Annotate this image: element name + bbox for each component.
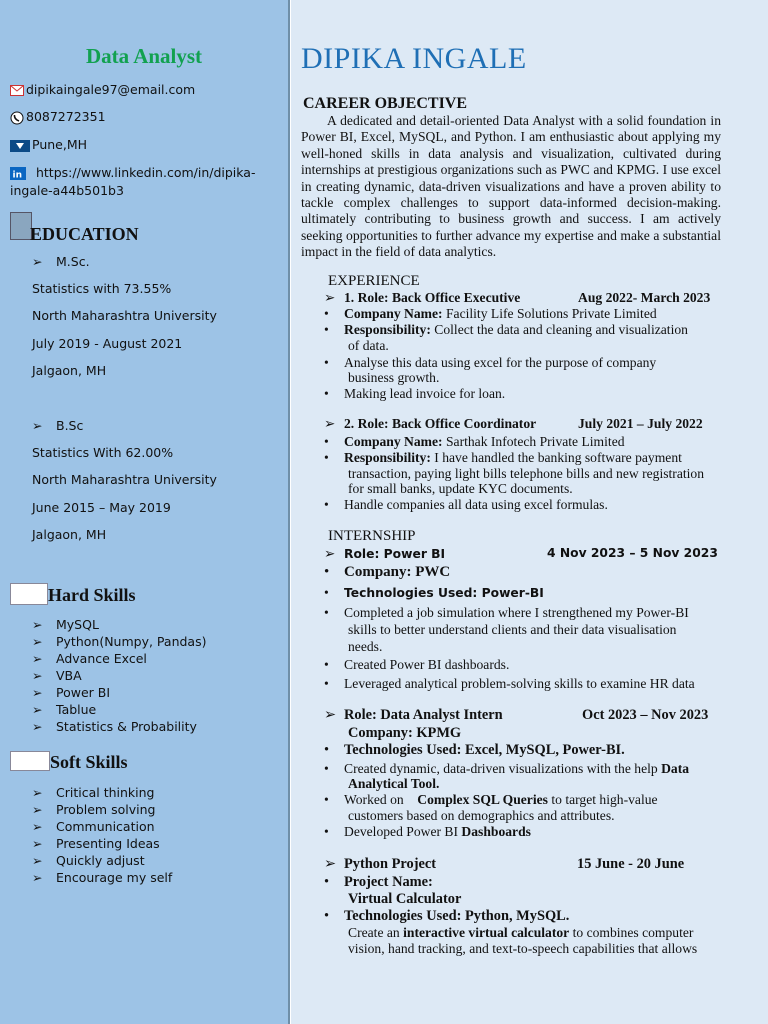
list-item: ➢ Advance Excel [32,651,147,666]
phone-text: 8087272351 [26,109,106,124]
exp2-company: • Company Name: Sarthak Infotech Private Limited [324,434,625,449]
int1-bullet-1-cont: skills to better understand clients and their data visualisation [348,622,677,637]
soft-skills-heading: Soft Skills [50,752,128,772]
linkedin-row[interactable] [10,165,255,180]
location-icon [10,140,30,152]
mail-icon [10,85,24,96]
education-detail-2: Statistics With 62.00% [32,445,174,460]
education-heading: EDUCATION [30,224,139,244]
phone-row [10,109,106,125]
sidebar [0,0,290,1024]
exp1-bullet-4: • Making lead invoice for loan. [324,386,506,401]
list-item: ➢ Problem solving [32,802,156,817]
linkedin-icon [10,167,26,180]
list-item: ➢ MySQL [32,617,99,632]
list-item: ➢ Tablue [32,702,97,717]
education-university-2: North Maharashtra University [32,472,217,487]
int2-bullet-1: • Created dynamic, data-driven visualizations with the help Data [324,761,690,776]
exp1-resp-cont: of data. [348,338,389,353]
exp1-company: • Company Name: Facility Life Solutions Private Limited [324,306,657,321]
objective-text: A dedicated and detail-oriented Data Analyst with a solid foundation in Power BI, Excel, MySQL, and Python. I am enthusiastic about applying my well-honed skills in data analysis and visualization, cultivated during internships at prestigious organizations such as PWC and KPMG. I use excel in creating dynamic, data-driven visualizations and have a proven ability to tackle complex challenges to support data-informed decision-making. ultimately contributing to business growth and success. I am actively seeking opportunities to further advance my expertise and make a substantial impact in the field of data analytics. [301,113,721,260]
exp2-title-row: ➢ 2. Role: Back Office Coordinator July 2021 – July 2022 [324,416,703,431]
list-item: ➢ Presenting Ideas [32,836,160,851]
exp1-bullet-3-cont: business growth. [348,370,440,385]
int1-tech: • Technologies Used: Power-BI [324,585,544,600]
objective-heading: CAREER OBJECTIVE [303,95,468,112]
list-item: ➢ Python(Numpy, Pandas) [32,634,207,649]
int2-tech: • Technologies Used: Excel, MySQL, Power-BI. [324,742,625,758]
phone-icon [10,111,24,125]
linkedin-url[interactable]: https://www.linkedin.com/in/dipika- [35,165,256,180]
int1-bullet-1-cont-2: needs. [348,639,383,654]
exp1-resp: • Responsibility: Collect the data and cleaning and visualization [324,322,688,337]
project-title-row: ➢ Python Project 15 June - 20 June [324,856,685,872]
int2-company: Company: KPMG [348,725,462,741]
hard-skills-heading: Hard Skills [48,585,136,605]
int2-bullet-2: • Worked on Complex SQL Queries to target high-value [324,792,658,807]
linkedin-url-cont[interactable]: ingale-a44b501b3 [10,183,124,198]
project-name-label: • Project Name: [324,874,433,890]
education-detail-1: Statistics with 73.55% [32,281,172,296]
education-icon [10,212,32,240]
int1-title-row: ➢ Role: Power BI 4 Nov 2023 – 5 Nov 2023 [324,546,718,561]
list-item: ➢ Critical thinking [32,785,155,800]
int1-company: • Company: PWC [324,564,451,580]
exp1-bullet-3: • Analyse this data using excel for the purpose of company [324,355,657,370]
int2-bullet-2-cont: customers based on demographics and attributes. [348,808,615,823]
project-desc-cont: vision, hand tracking, and text-to-speech capabilities that allows [348,941,698,956]
job-role-title: Data Analyst [85,44,203,68]
int2-bullet-3: • Developed Power BI Dashboards [324,824,531,839]
list-item: ➢ Power BI [32,685,111,700]
hard-skills-icon [10,583,48,605]
main-content [291,0,768,1024]
project-desc: Create an interactive virtual calculator to combines computer [348,925,694,940]
exp2-resp-cont-1: transaction, paying light bills telephone bills and new registration [348,466,705,481]
soft-skills-list [32,785,172,887]
hard-skills-list [32,617,206,736]
education-place-2: Jalgaon, MH [32,527,107,542]
int1-bullet-3: • Leveraged analytical problem-solving skills to examine HR data [324,676,695,691]
exp1-title-row: ➢ 1. Role: Back Office Executive Aug 2022- March 2023 [324,290,711,305]
list-item: ➢ Quickly adjust [32,853,145,868]
education-university-1: North Maharashtra University [32,308,217,323]
list-item: ➢ Communication [32,819,155,834]
list-item: ➢ Statistics & Probability [32,719,197,734]
int1-bullet-2: • Created Power BI dashboards. [324,657,510,672]
list-item: ➢ Encourage my self [32,870,173,885]
exp2-bullet-3: • Handle companies all data using excel formulas. [324,497,608,512]
int2-title-row: ➢ Role: Data Analyst Intern Oct 2023 – Nov 2023 [324,707,709,723]
int1-bullet-1: • Completed a job simulation where I strengthened my Power-BI [324,605,689,620]
location-text: Pune,MH [32,137,88,152]
education-degree-1: ➢ M.Sc. [32,254,90,269]
svg-text:in: in [12,170,22,180]
int2-bullet-1-cont: Analytical Tool. [348,776,440,791]
email-text: dipikaingale97@email.com [26,82,196,97]
exp2-resp-cont-2: for small banks, update KYC documents. [348,481,573,496]
project-tech: • Technologies Used: Python, MySQL. [324,908,570,924]
education-dates-2: June 2015 – May 2019 [32,500,171,515]
project-name: Virtual Calculator [348,891,462,907]
education-dates-1: July 2019 - August 2021 [32,336,183,351]
location-row [10,137,87,152]
internship-heading: INTERNSHIP [328,528,416,544]
soft-skills-icon [10,751,50,771]
education-place-1: Jalgaon, MH [32,363,107,378]
experience-heading: EXPERIENCE [328,273,420,289]
email-row [10,82,195,97]
exp2-resp: • Responsibility: I have handled the banking software payment [324,450,682,465]
candidate-name: DIPIKA INGALE [301,42,527,75]
education-degree-2: ➢ B.Sc [32,418,84,433]
list-item: ➢ VBA [32,668,82,683]
